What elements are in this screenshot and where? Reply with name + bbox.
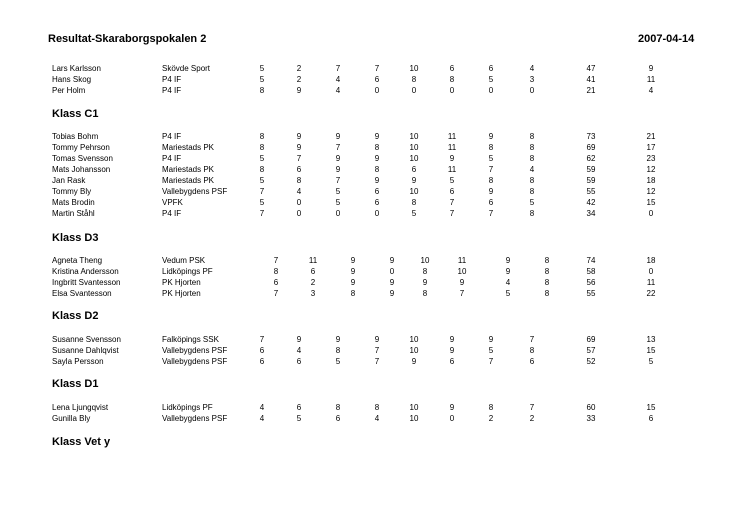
round-score: 8 — [374, 143, 380, 152]
club-name: Mariestads PK — [162, 143, 215, 152]
total-score: 73 — [586, 132, 596, 141]
center-hits: 6 — [648, 414, 654, 423]
round-score: 9 — [411, 357, 417, 366]
round-score: 7 — [259, 209, 265, 218]
round-score: 9 — [335, 165, 341, 174]
round-score: 7 — [488, 165, 494, 174]
round-score: 5 — [259, 154, 265, 163]
round-score: 2 — [488, 414, 494, 423]
round-score: 8 — [259, 143, 265, 152]
result-row — [0, 63, 741, 74]
round-score: 0 — [335, 209, 341, 218]
club-name: Vallebygdens PSF — [162, 346, 228, 355]
club-name: Lidköpings PF — [162, 403, 213, 412]
round-score: 7 — [374, 346, 380, 355]
round-score: 6 — [259, 357, 265, 366]
round-score: 8 — [488, 403, 494, 412]
round-score: 6 — [296, 357, 302, 366]
round-score: 9 — [335, 335, 341, 344]
center-hits: 17 — [646, 143, 656, 152]
center-hits: 4 — [648, 86, 654, 95]
center-hits: 18 — [646, 256, 656, 265]
round-score: 9 — [422, 278, 428, 287]
competitor-name: Mats Brodin — [52, 198, 95, 207]
result-row — [0, 197, 741, 208]
club-name: P4 IF — [162, 132, 182, 141]
round-score: 2 — [529, 414, 535, 423]
round-score: 8 — [544, 278, 550, 287]
round-score: 6 — [296, 403, 302, 412]
round-score: 6 — [273, 278, 279, 287]
round-score: 11 — [447, 165, 457, 174]
round-score: 10 — [409, 132, 419, 141]
round-score: 9 — [335, 154, 341, 163]
club-name: Mariestads PK — [162, 165, 215, 174]
competitor-name: Hans Skog — [52, 75, 92, 84]
round-score: 9 — [350, 278, 356, 287]
round-score: 8 — [529, 346, 535, 355]
club-name: Vallebygdens PSF — [162, 187, 228, 196]
result-row — [0, 85, 741, 96]
round-score: 8 — [529, 209, 535, 218]
round-score: 10 — [409, 403, 419, 412]
round-score: 6 — [411, 165, 417, 174]
round-score: 2 — [296, 64, 302, 73]
class-heading: Klass D2 — [52, 310, 99, 322]
result-row — [0, 277, 741, 288]
round-score: 7 — [459, 289, 465, 298]
total-score: 33 — [586, 414, 596, 423]
club-name: P4 IF — [162, 75, 182, 84]
report-date: 2007-04-14 — [638, 33, 695, 45]
round-score: 8 — [544, 289, 550, 298]
round-score: 5 — [259, 75, 265, 84]
club-name: P4 IF — [162, 154, 182, 163]
round-score: 4 — [259, 403, 265, 412]
round-score: 0 — [411, 86, 417, 95]
round-score: 3 — [310, 289, 316, 298]
center-hits: 15 — [646, 346, 656, 355]
result-row — [0, 345, 741, 356]
total-score: 42 — [586, 198, 596, 207]
competitor-name: Lars Karlsson — [52, 64, 101, 73]
total-score: 58 — [586, 267, 596, 276]
round-score: 10 — [409, 346, 419, 355]
round-score: 0 — [296, 209, 302, 218]
round-score: 4 — [374, 414, 380, 423]
total-score: 59 — [586, 165, 596, 174]
result-row — [0, 74, 741, 85]
round-score: 6 — [449, 357, 455, 366]
round-score: 0 — [374, 86, 380, 95]
round-score: 6 — [488, 64, 494, 73]
round-score: 6 — [529, 357, 535, 366]
result-row — [0, 186, 741, 197]
round-score: 9 — [449, 403, 455, 412]
club-name: Skövde Sport — [162, 64, 211, 73]
round-score: 6 — [374, 75, 380, 84]
round-score: 5 — [488, 154, 494, 163]
total-score: 52 — [586, 357, 596, 366]
total-score: 59 — [586, 176, 596, 185]
round-score: 9 — [296, 132, 302, 141]
round-score: 8 — [529, 187, 535, 196]
center-hits: 0 — [648, 267, 654, 276]
club-name: VPFK — [162, 198, 183, 207]
round-score: 5 — [529, 198, 535, 207]
round-score: 10 — [409, 335, 419, 344]
result-row — [0, 334, 741, 345]
total-score: 21 — [586, 86, 596, 95]
total-score: 57 — [586, 346, 596, 355]
class-heading: Klass C1 — [52, 108, 99, 120]
center-hits: 12 — [646, 187, 656, 196]
round-score: 2 — [296, 75, 302, 84]
round-score: 8 — [529, 132, 535, 141]
round-score: 5 — [488, 346, 494, 355]
total-score: 47 — [586, 64, 596, 73]
center-hits: 22 — [646, 289, 656, 298]
club-name: P4 IF — [162, 86, 182, 95]
round-score: 7 — [273, 289, 279, 298]
result-row — [0, 164, 741, 175]
result-row — [0, 142, 741, 153]
round-score: 5 — [335, 357, 341, 366]
round-score: 9 — [350, 267, 356, 276]
round-score: 6 — [259, 346, 265, 355]
round-score: 7 — [335, 143, 341, 152]
competitor-name: Mats Johansson — [52, 165, 111, 174]
round-score: 5 — [335, 198, 341, 207]
round-score: 7 — [335, 64, 341, 73]
result-row — [0, 402, 741, 413]
round-score: 6 — [449, 187, 455, 196]
round-score: 5 — [296, 414, 302, 423]
round-score: 11 — [457, 256, 467, 265]
round-score: 8 — [296, 176, 302, 185]
round-score: 6 — [296, 165, 302, 174]
round-score: 5 — [449, 176, 455, 185]
round-score: 9 — [296, 86, 302, 95]
round-score: 9 — [389, 289, 395, 298]
result-row — [0, 288, 741, 299]
center-hits: 21 — [646, 132, 656, 141]
club-name: Falköpings SSK — [162, 335, 219, 344]
round-score: 8 — [335, 346, 341, 355]
round-score: 6 — [449, 64, 455, 73]
round-score: 9 — [374, 132, 380, 141]
round-score: 8 — [529, 154, 535, 163]
round-score: 7 — [273, 256, 279, 265]
round-score: 4 — [259, 414, 265, 423]
total-score: 55 — [586, 187, 596, 196]
round-score: 8 — [544, 256, 550, 265]
round-score: 9 — [505, 267, 511, 276]
round-score: 6 — [488, 198, 494, 207]
round-score: 4 — [529, 64, 535, 73]
round-score: 7 — [335, 176, 341, 185]
round-score: 8 — [544, 267, 550, 276]
round-score: 6 — [335, 414, 341, 423]
round-score: 5 — [505, 289, 511, 298]
result-row — [0, 208, 741, 219]
round-score: 4 — [529, 165, 535, 174]
round-score: 7 — [296, 154, 302, 163]
round-score: 4 — [296, 187, 302, 196]
round-score: 8 — [259, 86, 265, 95]
round-score: 11 — [308, 256, 318, 265]
center-hits: 9 — [648, 64, 654, 73]
round-score: 9 — [411, 176, 417, 185]
round-score: 9 — [296, 335, 302, 344]
class-heading: Klass Vet y — [52, 436, 111, 448]
club-name: Vallebygdens PSF — [162, 357, 228, 366]
total-score: 41 — [586, 75, 596, 84]
round-score: 0 — [296, 198, 302, 207]
round-score: 9 — [389, 256, 395, 265]
competitor-name: Gunilla Bly — [52, 414, 91, 423]
competitor-name: Jan Rask — [52, 176, 86, 185]
round-score: 8 — [411, 75, 417, 84]
total-score: 62 — [586, 154, 596, 163]
round-score: 10 — [409, 154, 419, 163]
round-score: 8 — [259, 132, 265, 141]
round-score: 5 — [259, 64, 265, 73]
round-score: 7 — [529, 335, 535, 344]
round-score: 5 — [411, 209, 417, 218]
round-score: 7 — [529, 403, 535, 412]
round-score: 4 — [335, 75, 341, 84]
round-score: 5 — [488, 75, 494, 84]
club-name: Lidköpings PF — [162, 267, 213, 276]
center-hits: 13 — [646, 335, 656, 344]
result-row — [0, 255, 741, 266]
round-score: 9 — [296, 143, 302, 152]
round-score: 5 — [259, 176, 265, 185]
competitor-name: Tobias Bohm — [52, 132, 99, 141]
round-score: 4 — [335, 86, 341, 95]
competitor-name: Lena Ljungqvist — [52, 403, 109, 412]
round-score: 8 — [259, 165, 265, 174]
round-score: 0 — [389, 267, 395, 276]
competitor-name: Elsa Svantesson — [52, 289, 112, 298]
round-score: 10 — [409, 64, 419, 73]
round-score: 7 — [449, 198, 455, 207]
total-score: 69 — [586, 143, 596, 152]
round-score: 8 — [488, 143, 494, 152]
club-name: Vallebygdens PSF — [162, 414, 228, 423]
competitor-name: Per Holm — [52, 86, 86, 95]
round-score: 10 — [409, 414, 419, 423]
round-score: 9 — [374, 154, 380, 163]
round-score: 8 — [374, 165, 380, 174]
round-score: 8 — [422, 267, 428, 276]
round-score: 8 — [335, 403, 341, 412]
competitor-name: Martin Ståhl — [52, 209, 95, 218]
round-score: 2 — [310, 278, 316, 287]
class-heading: Klass D1 — [52, 378, 99, 390]
center-hits: 15 — [646, 403, 656, 412]
round-score: 7 — [259, 335, 265, 344]
competitor-name: Susanne Svensson — [52, 335, 121, 344]
round-score: 7 — [374, 64, 380, 73]
total-score: 74 — [586, 256, 596, 265]
club-name: P4 IF — [162, 209, 182, 218]
club-name: Vedum PSK — [162, 256, 206, 265]
round-score: 11 — [447, 132, 457, 141]
center-hits: 15 — [646, 198, 656, 207]
competitor-name: Agneta Theng — [52, 256, 103, 265]
round-score: 9 — [449, 346, 455, 355]
round-score: 7 — [488, 209, 494, 218]
center-hits: 0 — [648, 209, 654, 218]
round-score: 7 — [374, 357, 380, 366]
competitor-name: Tomas Svensson — [52, 154, 113, 163]
round-score: 10 — [409, 187, 419, 196]
round-score: 0 — [449, 86, 455, 95]
round-score: 6 — [374, 198, 380, 207]
result-row — [0, 153, 741, 164]
round-score: 3 — [529, 75, 535, 84]
round-score: 0 — [374, 209, 380, 218]
competitor-name: Tommy Pehrson — [52, 143, 110, 152]
round-score: 9 — [449, 335, 455, 344]
round-score: 9 — [488, 335, 494, 344]
center-hits: 18 — [646, 176, 656, 185]
total-score: 56 — [586, 278, 596, 287]
center-hits: 23 — [646, 154, 656, 163]
round-score: 6 — [374, 187, 380, 196]
center-hits: 11 — [646, 278, 656, 287]
round-score: 9 — [488, 132, 494, 141]
class-heading: Klass D3 — [52, 232, 99, 244]
club-name: PK Hjorten — [162, 289, 201, 298]
round-score: 8 — [529, 176, 535, 185]
round-score: 9 — [449, 154, 455, 163]
round-score: 9 — [350, 256, 356, 265]
competitor-name: Susanne Dahlqvist — [52, 346, 119, 355]
round-score: 9 — [374, 176, 380, 185]
center-hits: 5 — [648, 357, 654, 366]
round-score: 10 — [409, 143, 419, 152]
club-name: Mariestads PK — [162, 176, 215, 185]
round-score: 8 — [273, 267, 279, 276]
result-row — [0, 175, 741, 186]
round-score: 0 — [488, 86, 494, 95]
center-hits: 11 — [646, 75, 656, 84]
round-score: 8 — [529, 143, 535, 152]
round-score: 5 — [259, 198, 265, 207]
round-score: 11 — [447, 143, 457, 152]
round-score: 9 — [505, 256, 511, 265]
round-score: 9 — [488, 187, 494, 196]
round-score: 9 — [389, 278, 395, 287]
total-score: 60 — [586, 403, 596, 412]
competitor-name: Kristina Andersson — [52, 267, 119, 276]
competitor-name: Ingbritt Svantesson — [52, 278, 121, 287]
round-score: 8 — [449, 75, 455, 84]
round-score: 8 — [488, 176, 494, 185]
round-score: 7 — [259, 187, 265, 196]
result-row — [0, 131, 741, 142]
round-score: 9 — [459, 278, 465, 287]
total-score: 69 — [586, 335, 596, 344]
total-score: 34 — [586, 209, 596, 218]
round-score: 4 — [505, 278, 511, 287]
round-score: 5 — [335, 187, 341, 196]
club-name: PK Hjorten — [162, 278, 201, 287]
round-score: 9 — [374, 335, 380, 344]
round-score: 7 — [488, 357, 494, 366]
competitor-name: Tommy Bly — [52, 187, 92, 196]
total-score: 55 — [586, 289, 596, 298]
round-score: 9 — [335, 132, 341, 141]
round-score: 6 — [310, 267, 316, 276]
round-score: 0 — [529, 86, 535, 95]
round-score: 4 — [296, 346, 302, 355]
round-score: 8 — [350, 289, 356, 298]
result-row — [0, 356, 741, 367]
round-score: 0 — [449, 414, 455, 423]
round-score: 8 — [422, 289, 428, 298]
round-score: 8 — [411, 198, 417, 207]
round-score: 8 — [374, 403, 380, 412]
page-title: Resultat-Skaraborgspokalen 2 — [48, 33, 207, 45]
round-score: 7 — [449, 209, 455, 218]
result-row — [0, 413, 741, 424]
center-hits: 12 — [646, 165, 656, 174]
competitor-name: Sayla Persson — [52, 357, 104, 366]
result-row — [0, 266, 741, 277]
round-score: 10 — [457, 267, 467, 276]
round-score: 10 — [420, 256, 430, 265]
